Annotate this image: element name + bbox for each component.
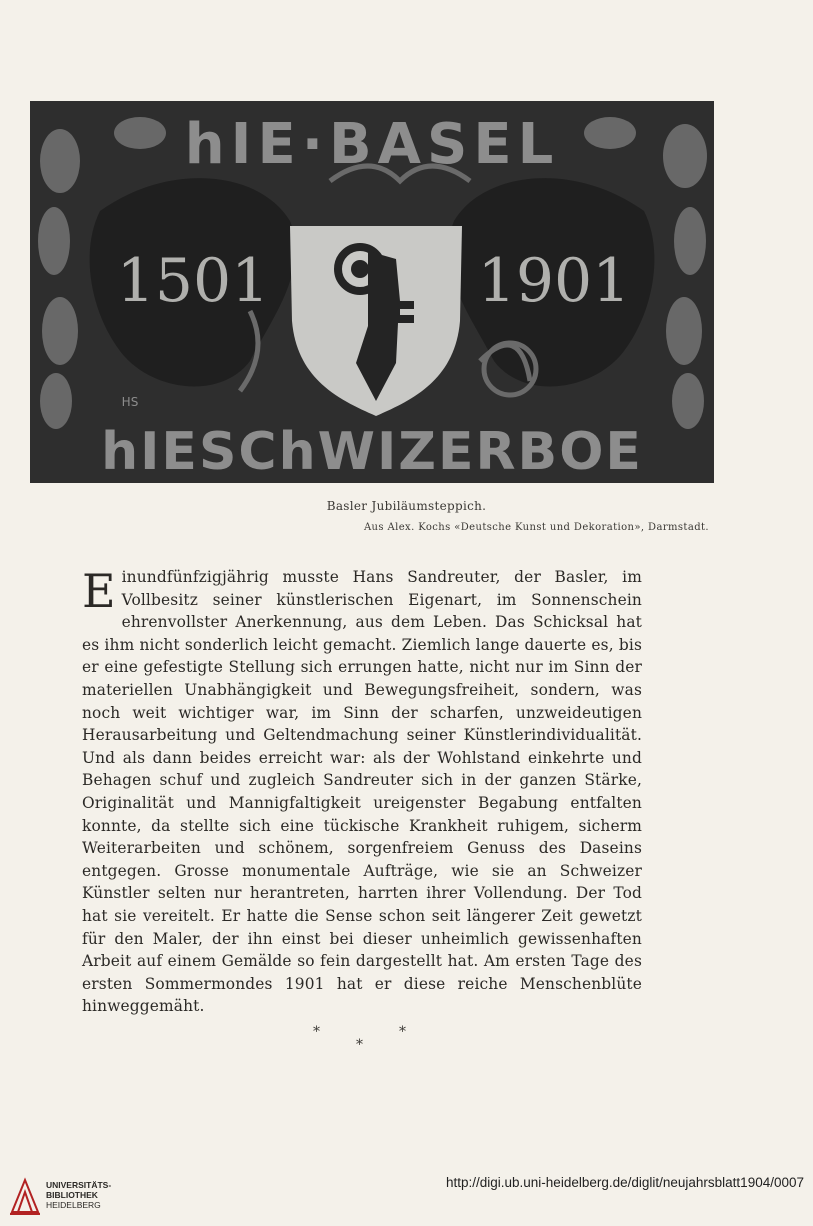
tapestry-illustration [30,101,714,483]
separator-star: * [399,1024,406,1040]
tapestry-year-right: 1901 [477,246,631,316]
paragraph-text: inundfünfzigjährig musste Hans Sandreuter, der Basler, im Vollbesitz seiner künstlerischen Eigenart, im Sonnenschein ehrenvollster Anerkennung, aus dem Leben. Das Schicksal hat es ihm nicht sonderlich leicht gemacht. Ziemlich lange dauerte es, bis er eine gefestigte Stellung sich errungen hatte, nicht nur im Sinn der materiellen Unabhängigkeit und Bewegungsfreiheit, sondern, was noch weit wichtiger war, im Sinn der scharfen, unzweideutigen Herausarbeitung und Geltendmachung seiner Künstlerindividualität. Und als dann beides erreicht war: als der Wohlstand einkehrte und Behagen schuf und zugleich Sandreuter sich in der ganzen Stärke, Originalität und Mannigfaltigkeit ureigenster Begabung entfalten konnte, da stellte sich eine tückische Krankheit ruhigem, sicherm Weiterarbeiten und schönem, sorgenfreiem Genuss des Daseins entgegen. Grosse monumentale Aufträge, wie sie an Schweizer Künstler selten nur herantreten, harrten ihrer Vollendung. Der Tod hat sie vereitelt. Er hatte die Sense schon seit längerer Zeit gewetzt für den Maler, der ihn einst bei dieser unheimlich gewissenhaften Arbeit auf einem Gemälde so fein dargestellt hat. Am ersten Tage des ersten Sommermondes 1901 hat er diese reiche Menschenblüte hinweggemäht. [82,568,642,1016]
tapestry-year-left: 1501 [116,246,270,316]
tapestry-bottom-text: hIESChWIZERBOE [101,422,643,482]
library-name-line: UNIVERSITÄTS- [46,1180,112,1190]
image-caption: Basler Jubiläumsteppich. [326,499,487,513]
article-body [82,566,642,1018]
tapestry-top-text: hIE·BASEL [184,112,560,177]
library-name-line: BIBLIOTHEK [46,1190,98,1200]
tapestry-image [30,101,714,483]
tapestry-monogram: HS [121,395,139,409]
section-separator [0,1024,813,1064]
source-url-link[interactable]: http://digi.ub.uni-heidelberg.de/diglit/neujahrsblatt1904/0007 [445,1175,804,1190]
article-paragraph [82,566,642,1018]
library-name [46,1180,111,1210]
university-library-logo-icon [8,1176,42,1216]
separator-star: * [356,1037,363,1053]
digitization-footer [0,1162,813,1226]
separator-star: * [313,1024,320,1040]
library-name-line: HEIDELBERG [46,1200,101,1210]
image-credit: Aus Alex. Kochs «Deutsche Kunst und Dekoration», Darmstadt. [363,522,709,533]
drop-cap: E [82,564,116,618]
